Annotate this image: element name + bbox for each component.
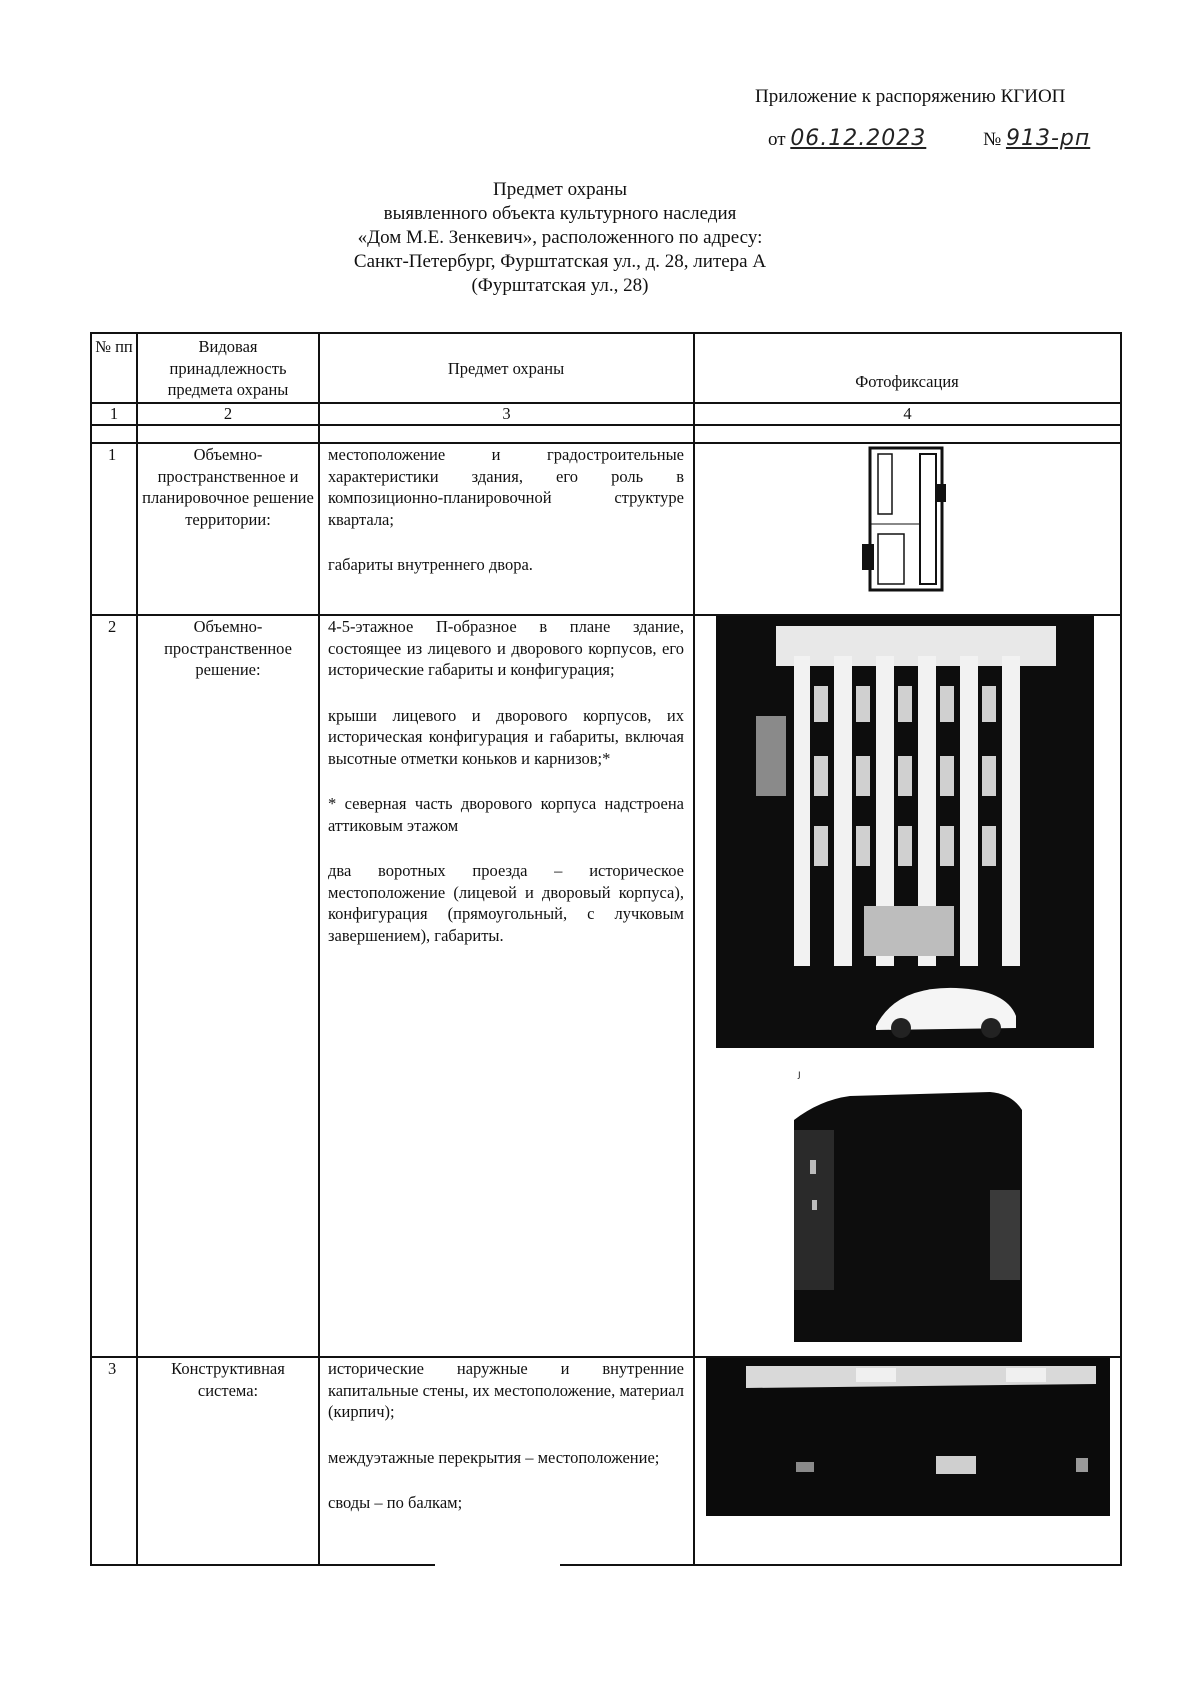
column-number: 4 xyxy=(903,404,912,423)
appendix-reference: Приложение к распоряжению КГИОП xyxy=(755,86,1066,107)
row-number: 1 xyxy=(108,445,117,464)
site-plan-photo xyxy=(862,444,946,596)
svg-text:ᴶ: ᴶ xyxy=(798,1070,801,1086)
title-line: (Фурштатская ул., 28) xyxy=(471,275,649,296)
title-line: «Дом М.Е. Зенкевич», расположенного по адресу: xyxy=(357,227,763,248)
header-type: Видовая принадлежность предмета охраны xyxy=(167,337,289,399)
subject-paragraph: * северная часть дворового корпуса надстроена аттиковым этажом xyxy=(328,794,684,835)
row-subject xyxy=(328,616,684,970)
subject-paragraph: крыши лицевого и дворового корпусов, их историческая конфигурация и габариты, включая высотные отметки коньков и карнизов;* xyxy=(328,705,684,768)
date-prefix: от xyxy=(768,129,786,150)
title-line: Санкт-Петербург, Фурштатская ул., д. 28, литера А xyxy=(353,251,767,272)
facade-photo xyxy=(716,616,1094,1048)
subject-paragraph: местоположение и градостроительные характеристики здания, его роль в композиционно-планировочной структуре квартала; xyxy=(328,445,684,529)
header-photo: Фотофиксация xyxy=(855,372,959,391)
number-prefix: № xyxy=(983,129,1002,150)
subject-paragraph: своды – по балкам; xyxy=(328,1493,463,1512)
document-title xyxy=(270,178,850,298)
subject-paragraph: исторические наружные и внутренние капитальные стены, их местоположение, материал (кирпич); xyxy=(328,1359,684,1421)
subject-paragraph: 4-5-этажное П-образное в плане здание, состоящее из лицевого и дворового корпусов, его исторические габариты и конфигурация; xyxy=(328,617,684,679)
row-type: Объемно-пространственное решение: xyxy=(164,617,292,679)
row-subject xyxy=(328,1358,684,1538)
order-number: 913-рп xyxy=(1005,126,1091,151)
row-number: 3 xyxy=(108,1359,117,1378)
order-date: 06.12.2023 xyxy=(790,126,927,151)
column-number: 3 xyxy=(502,404,511,423)
row-number: 2 xyxy=(108,617,117,636)
order-date-number xyxy=(768,126,1090,151)
column-number: 1 xyxy=(109,404,119,423)
row-subject xyxy=(328,444,684,600)
subject-paragraph: междуэтажные перекрытия – местоположение; xyxy=(328,1447,660,1467)
title-line: Предмет охраны xyxy=(493,179,627,200)
header-number: № пп xyxy=(95,337,133,356)
column-number: 2 xyxy=(223,404,233,423)
row-type: Конструктивная система: xyxy=(171,1359,285,1400)
gate-passage-photo xyxy=(790,1070,1026,1342)
title-line: выявленного объекта культурного наследия xyxy=(383,203,737,224)
subject-paragraph: два воротных проезда – историческое местоположение (лицевой и дворовый корпуса), конфигурация (прямоугольный, с лучковым завершением), габариты. xyxy=(328,861,684,945)
row-type: Объемно-пространственное и планировочное решение территории: xyxy=(142,445,314,529)
header-subject: Предмет охраны xyxy=(447,359,565,378)
vault-photo xyxy=(706,1358,1110,1516)
subject-paragraph: габариты внутреннего двора. xyxy=(328,555,533,574)
